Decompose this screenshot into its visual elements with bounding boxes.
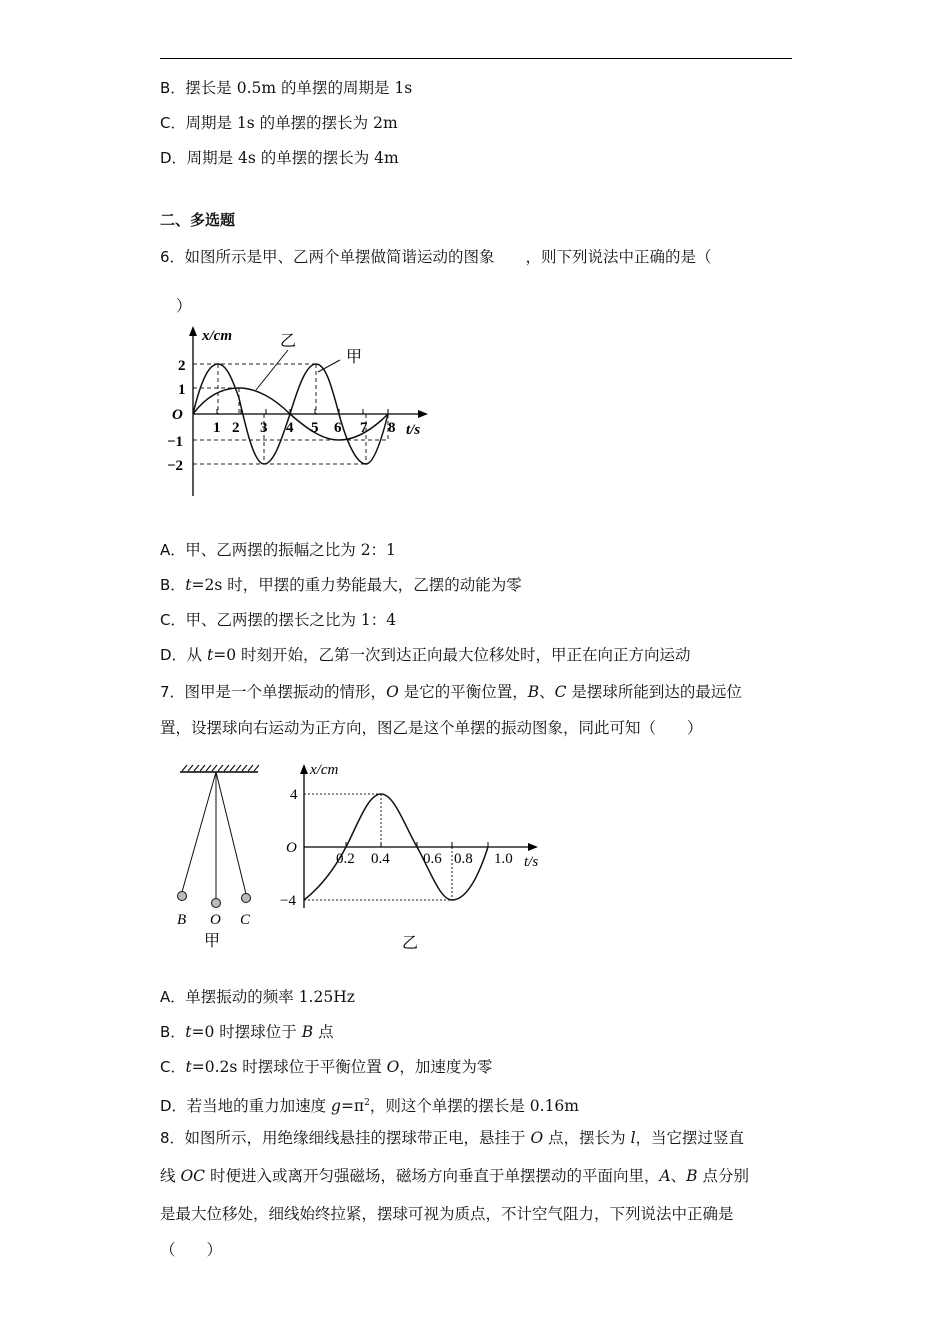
q6-x-tick: 2 [232, 420, 240, 436]
pendulum-label-b: B [177, 912, 187, 928]
q7-y-axis-label: x/cm [310, 762, 339, 778]
q5-option-b: B．摆长是 0.5m 的单摆的周期是 1s [160, 79, 413, 97]
q6-y-axis-label: x/cm [202, 328, 232, 344]
q6-curve-label-yi: 乙 [280, 333, 297, 350]
q6-x-tick: 5 [311, 420, 319, 436]
q7-y-tick: 4 [290, 787, 298, 803]
q7-graph-caption: 乙 [402, 935, 419, 952]
q7-option-a: A．单摆振动的频率 1.25Hz [160, 988, 355, 1006]
q8-stem-line2: 线 OC 时便进入或离开匀强磁场，磁场方向垂直于单摆摆动的平面向里，A、B 点分别 [160, 1167, 749, 1185]
q7-stem-line1: 7．图甲是一个单摆振动的情形，O 是它的平衡位置，B、C 是摆球所能到达的最远位 [160, 683, 742, 701]
q6-stem: 6．如图所示是甲、乙两个单摆做简谐运动的图象 ，则下列说法中正确的是（ [160, 248, 712, 266]
q6-y-tick: 2 [178, 358, 186, 374]
q6-option-a: A．甲、乙两摆的振幅之比为 2：1 [160, 541, 396, 559]
q6-stem-end: ） [176, 297, 192, 315]
q6-x-tick: 3 [260, 420, 268, 436]
q7-option-d: D．若当地的重力加速度 $g=\pi^2$，则这个单摆的摆长是 0.16m [160, 1097, 579, 1116]
q7-x-axis-label: t/s [524, 854, 539, 870]
q8-stem-line3: 是最大位移处，细线始终拉紧，摆球可视为质点，不计空气阻力，下列说法中正确是 [160, 1205, 734, 1223]
q6-option-d: D．从 t=0 时刻开始，乙第一次到达正向最大位移处时，甲正在向正方向运动 [160, 646, 691, 664]
q7-origin: O [286, 840, 297, 856]
q7-x-tick: 0.6 [423, 851, 442, 867]
q8-stem-line1: 8．如图所示，用绝缘细线悬挂的摆球带正电，悬挂于 O 点，摆长为 l，当它摆过竖直 [160, 1129, 745, 1147]
q6-x-tick: 4 [286, 420, 294, 436]
q6-x-axis-label: t/s [406, 422, 421, 438]
q6-x-tick: 1 [213, 420, 221, 436]
q5-option-c: C．周期是 1s 的单摆的摆长为 2m [160, 114, 398, 132]
q7-option-b: B．t=0 时摆球位于 B 点 [160, 1023, 334, 1041]
q6-x-tick: 7 [360, 420, 368, 436]
q8-stem-line4: （ ） [160, 1241, 223, 1259]
q7-x-tick: 0.2 [336, 851, 355, 867]
pendulum-caption: 甲 [204, 933, 221, 950]
q7-x-tick: 1.0 [494, 851, 513, 867]
q6-x-tick: 6 [334, 420, 342, 436]
section-title: 二、多选题 [160, 211, 236, 229]
q6-y-tick: −2 [167, 458, 184, 474]
q6-option-b: B．t=2s 时，甲摆的重力势能最大，乙摆的动能为零 [160, 576, 522, 594]
q6-y-tick: −1 [167, 434, 184, 450]
q6-origin: O [172, 407, 183, 423]
pendulum-label-c: C [240, 912, 251, 928]
q6-option-c: C．甲、乙两摆的摆长之比为 1：4 [160, 611, 397, 629]
q6-curve-label-jia: 甲 [346, 349, 363, 366]
q7-y-tick: −4 [280, 893, 296, 909]
q6-x-tick: 8 [388, 420, 396, 436]
q6-y-tick: 1 [178, 382, 186, 398]
q7-figure-pendulum [170, 762, 270, 952]
q7-x-tick: 0.8 [454, 851, 473, 867]
q7-option-c: C．t=0.2s 时摆球位于平衡位置 O，加速度为零 [160, 1058, 493, 1076]
header-rule [160, 58, 792, 59]
pendulum-label-o: O [210, 912, 221, 928]
q6-figure [160, 318, 450, 498]
q7-figure-graph [280, 758, 550, 958]
q7-stem-line2: 置，设摆球向右运动为正方向，图乙是这个单摆的振动图象，同此可知（ ） [160, 719, 703, 737]
q5-option-d: D．周期是 4s 的单摆的摆长为 4m [160, 149, 399, 167]
q7-x-tick: 0.4 [371, 851, 390, 867]
